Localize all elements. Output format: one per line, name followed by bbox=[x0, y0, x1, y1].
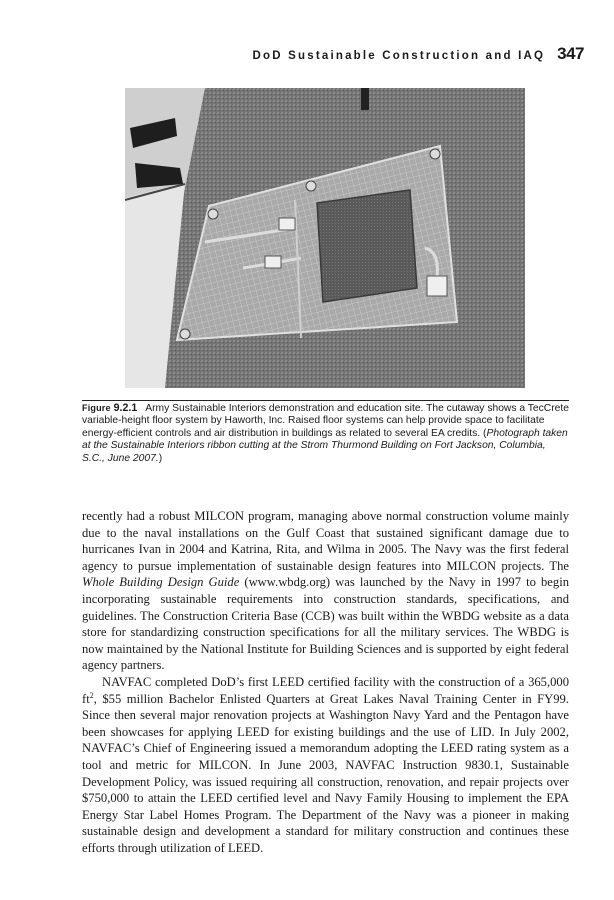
caption-text: Army Sustainable Interiors demonstration and education site. The cutaway shows a TecCrete variable-height floor system by Haworth, Inc. Raised floor systems can help provide space to facilitate energy-efficient controls and air distribution in buildings as related to several EA credits. ( bbox=[82, 403, 569, 439]
figure-label: Figure 9.2.1 bbox=[82, 402, 138, 414]
caption-credit: Photograph taken at the Sustainable Interiors ribbon cutting at the Strom Thurmond Building on Fort Jackson, Columbia, S.C., June 2007. bbox=[82, 427, 568, 464]
running-header bbox=[253, 44, 584, 64]
figure-photo bbox=[125, 88, 525, 388]
caption-close: ) bbox=[158, 452, 163, 464]
floor-cutaway-photo bbox=[125, 88, 525, 388]
running-title: DoD Sustainable Construction and IAQ bbox=[252, 50, 546, 62]
page-number: 347 bbox=[557, 44, 584, 63]
paragraph-1: recently had a robust MILCON program, managing above normal construction volume mainly due to the naval installations on the Gulf Coast that sustained significant damage due to hurricanes Ivan in 2004 and Katrina, Rita, and Wilma in 2005. The Navy was the first federal agency to pursue implementation of sustainable design features into MILCON projects. The Whole Building Design Guide (www.wbdg.org) was launched by the Navy in 1997 to begin incorporating sustainable requirements into construction standards, specifications, and guidelines. The Construction Criteria Base (CCB) was built within the WBDG website as a data store for standardizing construction specifications for all the military services. The WBDG is now maintained by the National Institute for Building Sciences and is supported by eight federal agency partners. bbox=[82, 509, 569, 673]
body-text bbox=[82, 508, 569, 856]
figure-caption bbox=[82, 400, 569, 465]
paragraph-2: NAVFAC completed DoD’s first LEED certified facility with the construction of a 365,000 $ft^2$, $55 million Bachelor Enlisted Quarters at Great Lakes Naval Training Center in FY99. Since then several major renovation projects at Washington Navy Yard and the Pentagon have been showcases for applying LEED for existing buildings and the use of LID. In July 2002, NAVFAC’s Chief of Engineering issued a memorandum adopting the LEED rating system as a tool and metric for MILCON. In June 2003, NAVFAC Instruction 9830.1, Sustainable Development Policy, was issued requiring all construction, renovation, and repair projects over $750,000 to attain the LEED certified level and Navy Family Housing to implement the EPA Energy Star Label Homes Program. The Department of the Navy was a pioneer in making sustainable design and development a standard for military construction and continues these efforts through utilization of LEED. bbox=[82, 674, 569, 855]
guide-title: Whole Building Design Guide bbox=[82, 575, 240, 590]
